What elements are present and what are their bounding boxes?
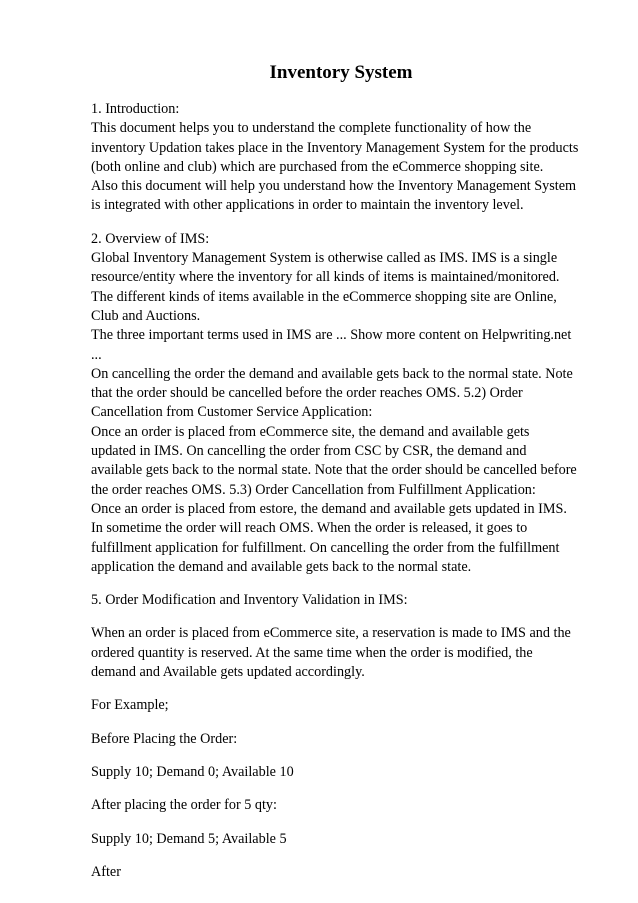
spacer <box>91 216 591 230</box>
spacer <box>91 610 591 624</box>
after-order-label: After placing the order for 5 qty: <box>91 797 277 814</box>
overview-section: 2. Overview of IMS: Global Inventory Management System is otherwise called as IMS. IMS is a single resource/entity where the inventory for all kinds of items is maintained/monitored. The different kinds of items available in the eCommerce shopping site are Online, Club and Auctions. The three important terms used in IMS are ... Show more content on Helpwriting.net ... On cancelling the order the demand and available gets back to the normal state. Note that the order should be cancelled before the order reaches OMS. 5.2) Order Cancellation from Customer Service Application: Once an order is placed from eCommerce site, the demand and available gets updated in IMS. On cancelling the order from CSC by CSR, the demand and available gets back to the normal state. Note that the order should be cancelled before the order reaches OMS. 5.3) Order Cancellation from Fulfillment Application: Once an order is placed from estore, the demand and available gets updated in IMS. In sometime the order will reach OMS. When the order is released, it goes to fulfillment application for fulfillment. On cancelling the order from the fulfillment application the demand and available gets back to the normal state. <box>91 230 577 575</box>
introduction-section: 1. Introduction: This document helps you to understand the complete functionality of how the inventory Updation takes place in the Inventory Management System for the products (both online and club) which are purchased from the eCommerce shopping site. Also this document will help you understand how the Inventory Management System is integrated with other applications in order to maintain the inventory level. <box>91 101 579 214</box>
example-label: For Example; <box>91 697 169 714</box>
spacer <box>91 782 591 796</box>
section5-paragraph: When an order is placed from eCommerce site, a reservation is made to IMS and the ordered quantity is reserved. At the same time when the order is modified, the demand and Available gets updated accordingly. <box>91 625 571 681</box>
before-order-values: Supply 10; Demand 0; Available 10 <box>91 763 294 780</box>
document-page <box>91 58 591 882</box>
spacer <box>91 577 591 591</box>
spacer <box>91 849 591 863</box>
spacer <box>91 816 591 830</box>
section5-heading: 5. Order Modification and Inventory Validation in IMS: <box>91 592 408 609</box>
after-order-values: Supply 10; Demand 5; Available 5 <box>91 830 287 847</box>
spacer <box>91 682 591 696</box>
document-title: Inventory System <box>269 62 413 83</box>
spacer <box>91 716 591 730</box>
trailing-text: After <box>91 863 121 880</box>
spacer <box>91 749 591 763</box>
before-order-label: Before Placing the Order: <box>91 730 238 747</box>
